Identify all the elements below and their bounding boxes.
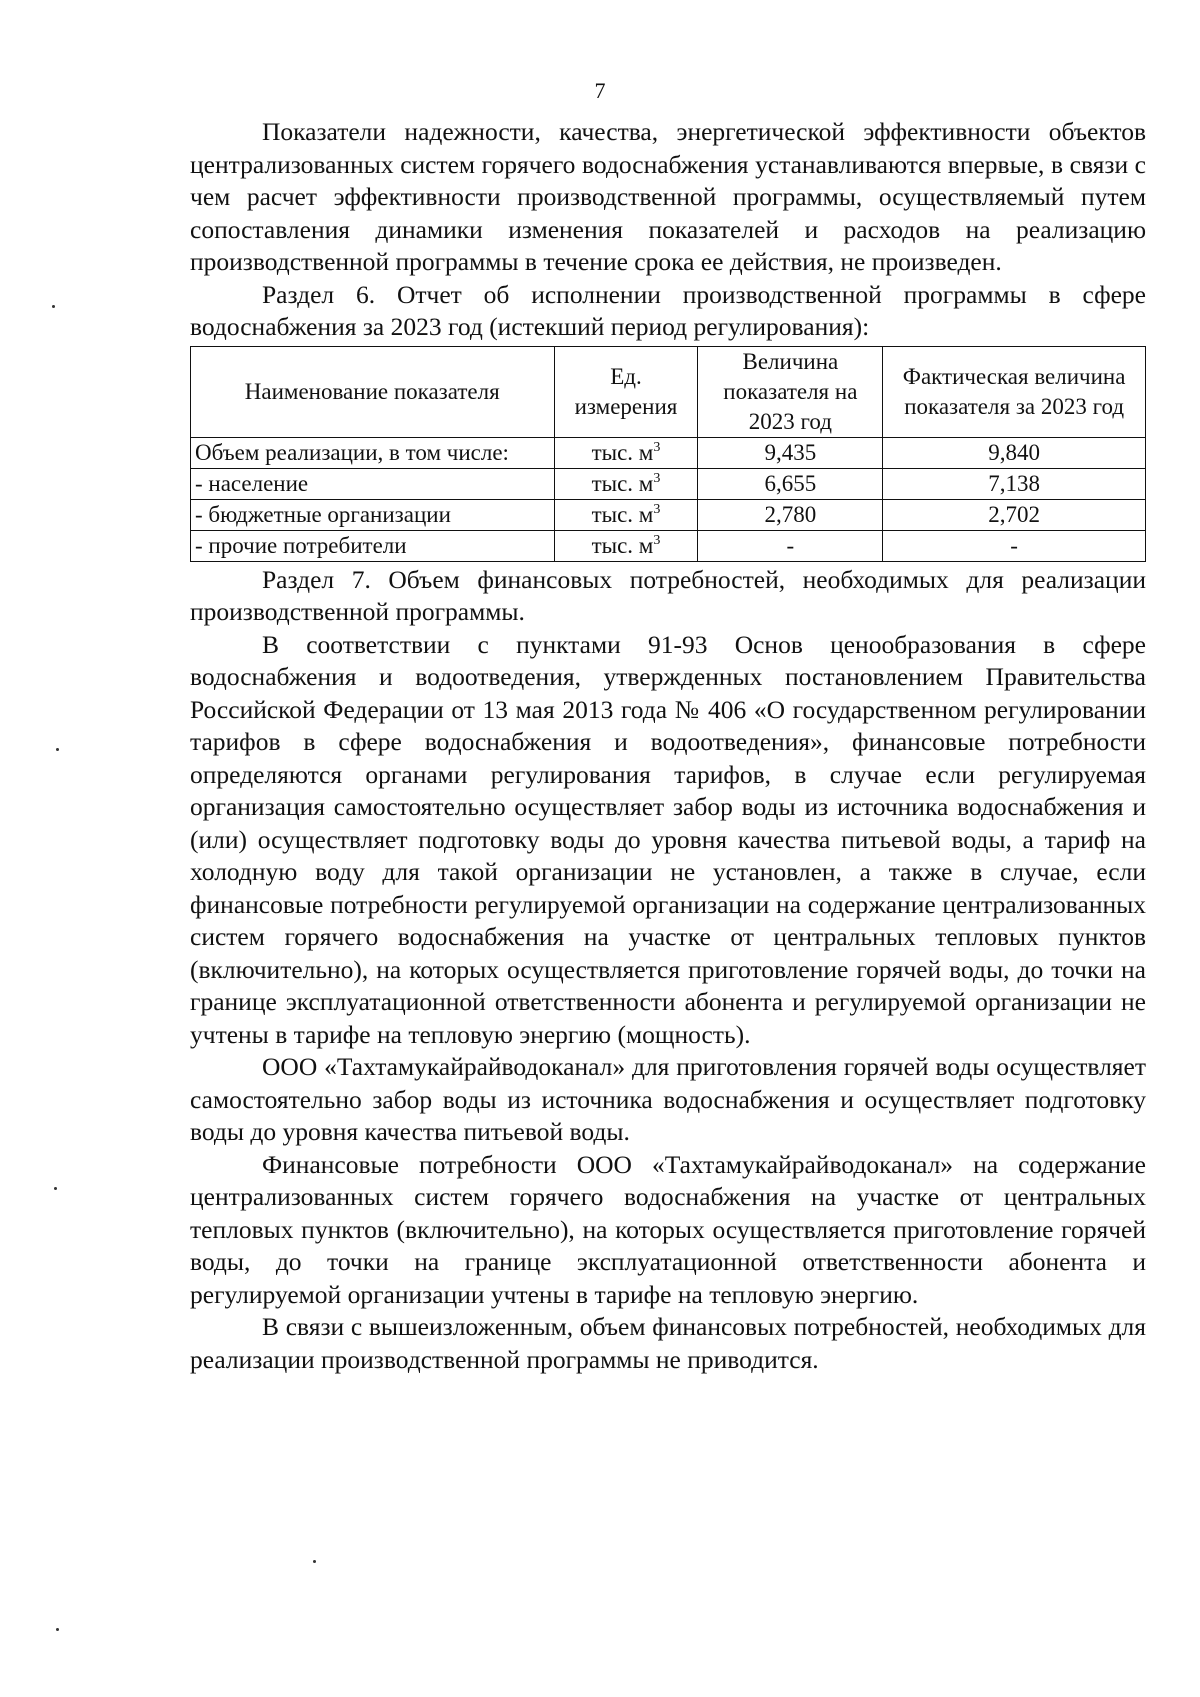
row-fact: 7,138 — [883, 468, 1146, 499]
header-unit: Ед. измерения — [554, 346, 698, 437]
unit-text: тыс. м — [591, 439, 654, 465]
scan-speck — [52, 305, 55, 308]
paragraph-pricing-basis: В соответствии с пунктами 91-93 Основ ценообразования в сфере водоснабжения и водоотведения, утвержденных постановлением Правительства Российской Федерации от 13 мая 2013 года № 406 «О государственном регулировании тарифов в сфере водоснабжения и водоотведения», финансовые потребности определяются органами регулирования тарифов, в случае если регулируемая организация самостоятельно осуществляет забор воды из источника водоснабжения и (или) осуществляет подготовку воды до уровня качества питьевой воды, а тариф на холодную воду для такой организации не установлен, а также в случае, если финансовые потребности регулируемой организации на содержание централизованных систем горячего водоснабжения на участке от центральных тепловых пунктов (включительно), на которых осуществляется приготовление горячей воды, до точки на границе эксплуатационной ответственности абонента и регулируемой организации не учтены в тарифе на тепловую энергию (мощность). — [190, 629, 1146, 1049]
row-name: - прочие потребители — [191, 530, 555, 561]
paragraph-indicators: Показатели надежности, качества, энергетической эффективности объектов централизованных систем горячего водоснабжения устанавливаются впервые, в связи с чем расчет эффективности производственной программы, осуществляемый путем сопоставления динамики изменения показателей и расходов на реализацию производственной программы в течение срока ее действия, не произведен. — [190, 117, 1146, 276]
row-unit — [554, 468, 698, 499]
row-fact: - — [883, 530, 1146, 561]
row-name: - бюджетные организации — [191, 499, 555, 530]
scan-speck — [56, 748, 59, 751]
table-header-row — [191, 346, 1146, 437]
row-unit — [554, 437, 698, 468]
row-fact: 2,702 — [883, 499, 1146, 530]
row-unit — [554, 499, 698, 530]
paragraph-section-6: Раздел 6. Отчет об исполнении производственной программы в сфере водоснабжения за 2023 год (истекший период регулирования): — [190, 279, 1146, 341]
unit-superscript: 3 — [653, 501, 661, 517]
row-plan: 9,435 — [698, 437, 883, 468]
scan-speck — [56, 1628, 59, 1631]
unit-superscript: 3 — [653, 439, 661, 455]
table-row — [191, 437, 1146, 468]
table-row — [191, 530, 1146, 561]
scan-speck — [313, 1560, 316, 1563]
header-plan-value: Величина показателя на 2023 год — [698, 346, 883, 437]
report-table — [190, 346, 1146, 562]
row-plan: - — [698, 530, 883, 561]
paragraph-financial-needs: Финансовые потребности ООО «Тахтамукайрайводоканал» на содержание централизованных систем горячего водоснабжения на участке от центральных тепловых пунктов (включительно), на которых осуществляется приготовление горячей воды, до точки на границе эксплуатационной ответственности абонента и регулируемой организации учтены в тарифе на тепловую энергию. — [190, 1149, 1146, 1309]
document-body — [190, 116, 1146, 1376]
row-name: Объем реализации, в том числе: — [191, 437, 555, 468]
paragraph-conclusion: В связи с вышеизложенным, объем финансовых потребностей, необходимых для реализации производственной программы не приводится. — [190, 1312, 1146, 1374]
unit-superscript: 3 — [653, 470, 661, 486]
unit-text: тыс. м — [591, 501, 654, 527]
paragraph-company-supply: ООО «Тахтамукайрайводоканал» для приготовления горячей воды осуществляет самостоятельно забор воды из источника водоснабжения и осуществляет подготовку воды до уровня качества питьевой воды. — [190, 1052, 1146, 1146]
row-name: - население — [191, 468, 555, 499]
row-fact: 9,840 — [883, 437, 1146, 468]
scan-speck — [54, 1187, 57, 1190]
row-unit — [554, 530, 698, 561]
table-row — [191, 468, 1146, 499]
row-plan: 6,655 — [698, 468, 883, 499]
unit-text: тыс. м — [591, 532, 654, 558]
page-number: 7 — [594, 78, 606, 103]
header-indicator-name: Наименование показателя — [191, 346, 555, 437]
unit-text: тыс. м — [591, 470, 654, 496]
header-actual-value: Фактическая величина показателя за 2023 год — [883, 346, 1146, 437]
row-plan: 2,780 — [698, 499, 883, 530]
unit-superscript: 3 — [653, 532, 661, 548]
table-row — [191, 499, 1146, 530]
paragraph-section-7: Раздел 7. Объем финансовых потребностей, необходимых для реализации производственной программы. — [190, 564, 1146, 626]
